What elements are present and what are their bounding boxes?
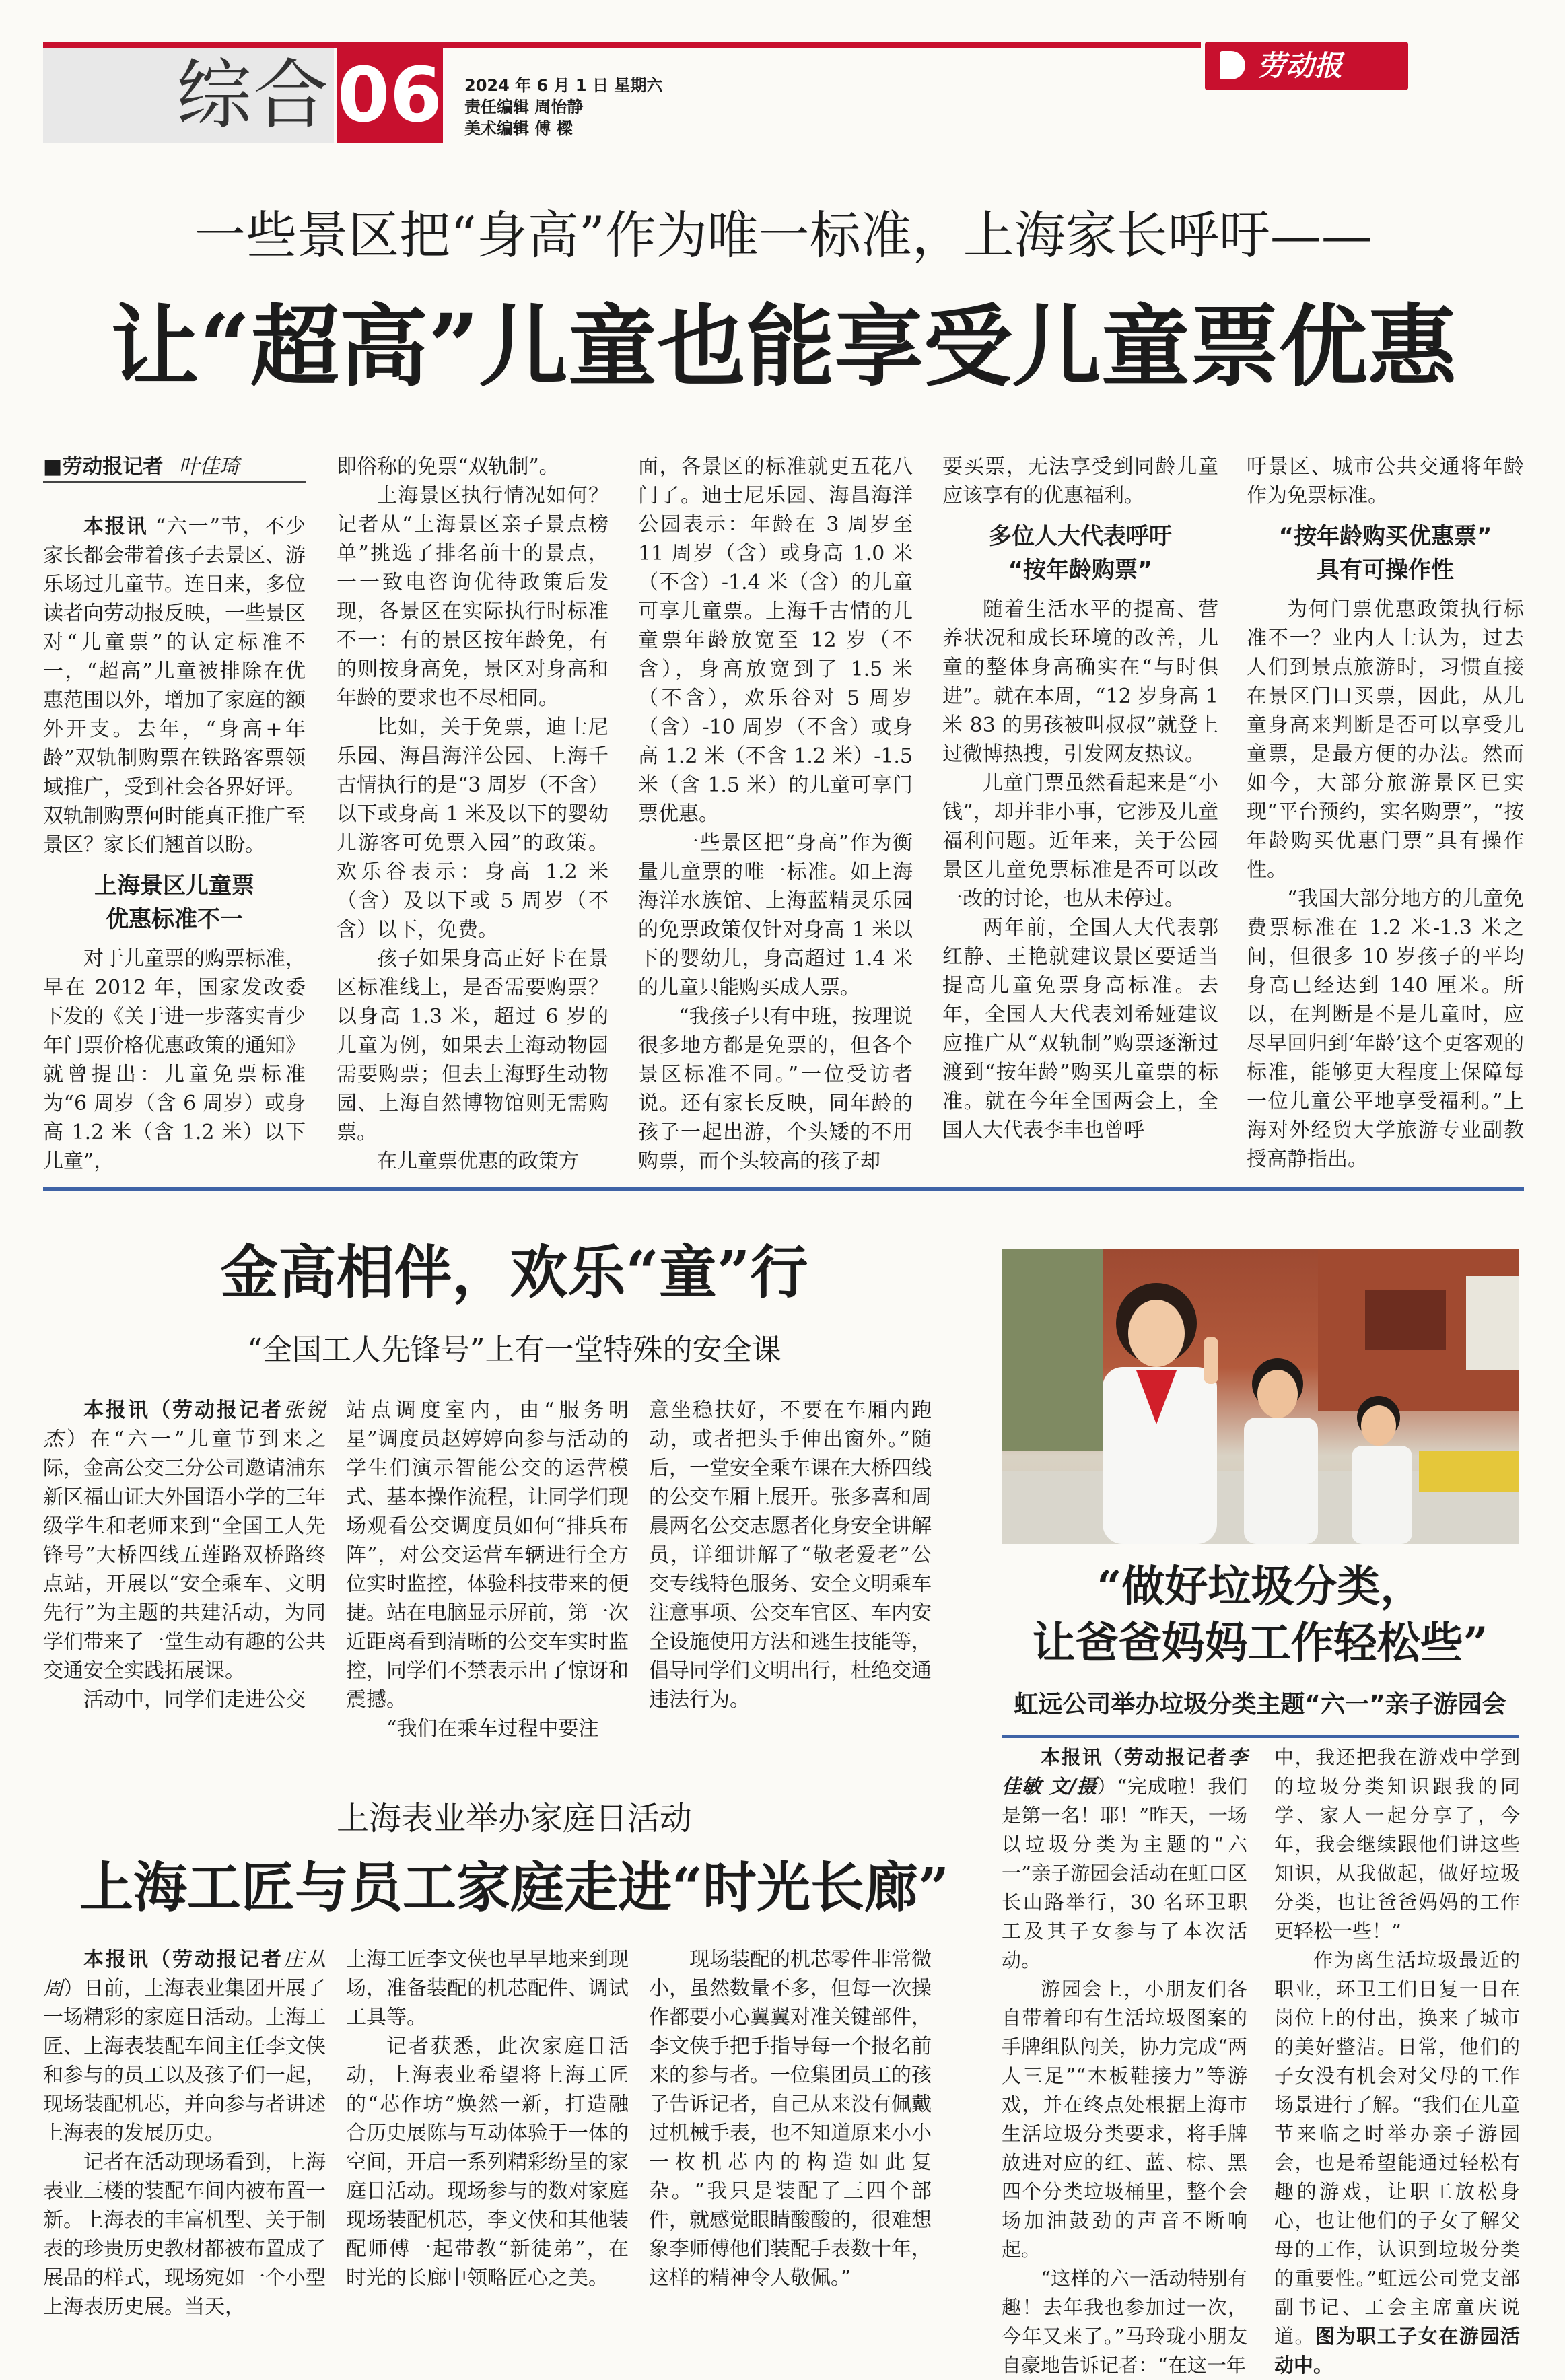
v-sign-hand — [1204, 1337, 1218, 1384]
lead-paragraph: 为何门票优惠政策执行标准不一？业内人士认为，过去人们到景点旅游时，习惯直接在景区门口买票，因此，从儿童身高来判断是否可以享受儿童票，是最方便的办法。然而如今，大部分旅游景区已实现“平台预约，实名购票”，“按年龄购买优惠门票”具有操作性。 — [1247, 598, 1524, 882]
lead-column-5 — [1247, 452, 1524, 1171]
lead-paragraph: 对于儿童票的购票标准，早在 2012 年，国家发改委下发的《关于进一步落实青少年门票价格优惠政策的通知》就曾提出：儿童免票标准为“6 周岁（含 6 周岁）或身高 1.2 米（含 1.2 米）以下儿童”， — [43, 947, 306, 1173]
story2-column-2: 站点调度室内，由“服务明星”调度员赵婷婷向参与活动的学生们演示智能公交的运营模式、基本操作流程，让同学们现场观看公交调度员如何“排兵布阵”，对公交运营车辆进行全方位实时监控，体验科技带来的便捷。站在电脑显示屏前，第一次近距离看到清晰的公交车实时监控，同学们不禁表示出了惊讶和震撼。 “我们在乘车过程中要注 — [346, 1399, 629, 1741]
lead-paragraph: 儿童门票虽然看起来是“小钱”，却并非小事，它涉及儿童福利问题。近年来，关于公园景区儿童免票标准是否可以改一改的讨论，也从未停过。 — [942, 771, 1218, 911]
window — [1365, 1290, 1446, 1350]
lead-subhead-1: 上海景区儿童票 优惠标准不一 — [94, 872, 254, 933]
balcony — [1466, 1276, 1519, 1370]
boy2-face — [1361, 1405, 1396, 1446]
lead-column-4 — [942, 452, 1218, 1159]
lead-paragraph: 两年前，全国人大代表郭红静、王艳就建议景区要适当提高儿童免票身高标准。去年，全国人大代表刘希娅建议应推广从“双轨制”购票逐渐过渡到“按年龄”购买儿童票的标准。就在今年全国两会上，全国人大代表李丰也曾呼 — [942, 916, 1218, 1142]
logo-mark-icon — [1220, 51, 1245, 79]
lead-subhead-3: “按年龄购买优惠票” 具有可操作性 — [1278, 523, 1492, 584]
photo-caption: 图为职工子女在游园活动中。 — [1274, 2325, 1520, 2377]
lead-paragraph: 面，各景区的标准就更五花八门了。迪士尼乐园、海昌海洋公园表示：年龄在 3 周岁至 11 周岁（含）或身高 1.0 米（不含）-1.4 米（含）的儿童可享儿童票。上海千古情的儿童票年龄放宽至 12 岁（不含），身高放宽到了 1.5 米（不含），欢乐谷对 5 周岁（含）-10 周岁（不含）或身高 1.2 米（不含 1.2 米）-1.5 米（含 1.5 米）的儿童可享门票优惠。 — [638, 455, 913, 826]
lead-paragraph: 即俗称的免票“双轨制”。 — [337, 455, 559, 479]
story2-column-3: 意坐稳扶好，不要在车厢内跑动，或者把头手伸出窗外。”随后，一堂安全乘车课在大桥四线的公交车厢上展开。张多喜和周晨两名公交志愿者化身安全讲解员，详细讲解了“敬老爱老”公交专线特色服务、安全文明乘车注意事项、公交车官区、车内安全设施使用方法和逃生技能等，倡导同学们文明出行，杜绝交通违法行为。 — [649, 1399, 932, 1712]
logo-text: 劳动报 — [1257, 49, 1343, 82]
lead-subhead-2: 多位人大代表呼吁 “按年龄购票” — [989, 523, 1172, 584]
lead-paragraph: 在儿童票优惠的政策方 — [377, 1150, 579, 1173]
lead-paragraph: “六一”节，不少家长都会带着孩子去景区、游乐场过儿童节。连日来，多位读者向劳动报反映，一些景区对“儿童票”的认定标准不一，“超高”儿童被排除在优惠范围以外，增加了家庭的额外开支。去年，“身高+年龄”双轨制购票在铁路客票领域推广，受到社会各界好评。双轨制购票何时能真正推广至景区？家长们翘首以盼。 — [43, 515, 306, 857]
story4-photo — [1002, 1249, 1519, 1544]
lead-paragraph: 吁景区、城市公共交通将年龄作为免票标准。 — [1247, 455, 1524, 508]
lead-paragraph: “我孩子只有中班，按理说很多地方都是免票的，但各个景区标准不同。”一位受访者说。还有家长反映，同年龄的孩子一起出游，个头矮的不用购票，而个头较高的孩子却 — [638, 1005, 913, 1173]
lead-byline-name: 叶佳琦 — [178, 455, 240, 479]
tree-foliage — [1002, 1249, 1103, 1451]
lead-column-1 — [43, 452, 306, 1173]
issue-date: 2024 年 6 月 1 日 星期六 — [464, 76, 663, 95]
story3-kicker: 上海表业举办家庭日活动 — [336, 1800, 692, 1838]
lead-column-3 — [638, 452, 913, 1173]
story3-headline: 上海工匠与员工家庭走进“时光长廊” — [79, 1856, 950, 1919]
lead-paragraph: 随着生活水平的提高、营养状况和成长环境的改善，儿童的整体身高确实在“与时俱进”。就在本周，“12 岁身高 1 米 83 的男孩被叫叔叔”就登上过微博热搜，引发网友热议。 — [942, 598, 1218, 766]
newspaper-logo — [1205, 42, 1408, 90]
lead-kicker: 一些景区把“身高”作为唯一标准，上海家长呼吁—— — [195, 205, 1372, 265]
lead-dateline: 本报讯 — [83, 515, 148, 538]
story4-column-2: 中，我还把我在游戏中学到的垃圾分类知识跟我的同学、家人一起分享了，今年，我会继续跟他们讲这些知识，从我做起，做好垃圾分类，也让爸爸妈妈的工作更轻松一些！” 作为离生活垃圾最近的职业，环卫工们日复一日在岗位上的付出，换来了城市的美好整洁。日常，他们的子女没有机会对父母的工作场景进行了解。“我们在儿童节来临之时举办亲子游园会，也是希望能通过轻松有趣的游戏，让职工放松身心，也让他们的子女了解父母的工作，认识到垃圾分类的重要性。”虹远公司党支部副书记、工会主席童庆说道。图为职工子女在游园活动中。 — [1274, 1746, 1520, 2377]
story2-column-1: 本报讯（劳动报记者张锐杰）在“六一”儿童节到来之际，金高公交三分公司邀请浦东新区福山证大外国语小学的三年级学生和老师来到“全国工人先锋号”大桥四线五莲路双桥路终点站，开展以“安全乘车、文明先行”为主题的共建活动，为同学们带来了一堂生动有趣的公共交通安全实践拓展课。 活动中，同学们走进公交 — [43, 1399, 326, 1712]
story3-column-2: 上海工匠李文侠也早早地来到现场，准备装配的机芯配件、调试工具等。 记者获悉，此次家庭日活动，上海表业希望将上海工匠的“芯作坊”焕然一新，打造融合历史展陈与互动体验于一体的空间，开启一系列精彩纷呈的家庭日活动。现场参与的数对家庭现场装配机芯，李文侠和其他装配师傅一起带教“新徒弟”，在时光的长廊中领略匠心之美。 — [346, 1948, 629, 2290]
boy-face — [1257, 1370, 1298, 1418]
lead-byline-label: ■劳动报记者 — [43, 455, 164, 479]
story4-column-1: 本报讯（劳动报记者李佳敏 文/摄）“完成啦！我们是第一名！耶！”昨天，一场以垃圾分类为主题的“六一”亲子游园会活动在虹口区长山路举行，30 名环卫职工及其子女参与了本次活动。 游园会上，小朋友们各自带着印有生活垃圾图案的手牌组队闯关，协力完成“两人三足”“木板鞋接力”等游戏，并在终点处根据上海市生活垃圾分类要求，将手牌放进对应的红、蓝、棕、黑四个分类垃圾桶里，整个会场加油鼓劲的声音不断响起。 “这样的六一活动特别有趣！去年我也参加过一次，今年又来了。”马玲珑小朋友自豪地告诉记者：“在这一年 — [1002, 1746, 1247, 2377]
page-number: 06 — [337, 48, 443, 143]
boy2-shirt — [1352, 1446, 1412, 1544]
story3-column-1: 本报讯（劳动报记者庄从周）日前，上海表业集团开展了一场精彩的家庭日活动。上海工匠、上海表装配车间主任李文侠和参与的员工以及孩子们一起，现场装配机芯，并向参与者讲述上海表的发展历史。 记者在活动现场看到，上海表业三楼的装配车间内被布置一新。上海表的丰富机型、关于制表的珍贵历史教材都被布置成了展品的样式，现场宛如一个小型上海表历史展。当天， — [43, 1948, 326, 2319]
lead-paragraph: “我国大部分地方的儿童免费票标准在 1.2 米-1.3 米之间，但很多 10 岁孩子的平均身高已经达到 140 厘米。所以，在判断是不是儿童时，应尽早回归到‘年龄’这个更客观的标准，能够更大程度上保障每一位儿童公平地享受福利。”上海对外经贸大学旅游专业副教授高静指出。 — [1247, 887, 1524, 1171]
editor-line: 责任编辑 周怡静 — [464, 98, 584, 116]
designer-line: 美术编辑 傅 樑 — [464, 119, 573, 138]
section-name: 综合 — [176, 52, 330, 139]
section-divider — [43, 1187, 1524, 1191]
story4-subhead: 虹远公司举办垃圾分类主题“六一”亲子游园会 — [1014, 1691, 1506, 1718]
boy-shirt — [1244, 1418, 1318, 1544]
lead-paragraph: 比如，关于免票，迪士尼乐园、海昌海洋公园、上海千古情执行的是“3 周岁（不含）以下或身高 1 米及以下的婴幼儿游客可免票入园”的政策。欢乐谷表示：身高 1.2 米（含）及以下或 5 周岁（不含）以下，免费。 — [337, 715, 608, 942]
story3-column-3: 现场装配的机芯零件非常微小，虽然数量不多，但每一次操作都要小心翼翼对准关键部件，李文侠手把手指导每一个报名前来的参与者。一位集团员工的孩子告诉记者，自己从来没有佩戴过机械手表，也不知道原来小小一枚机芯内的构造如此复杂。“我只是装配了三四个部件，就感觉眼睛酸酸的，很难想象李师傅他们装配手表数十年，这样的精神令人敬佩。” — [649, 1948, 932, 2290]
lead-headline: 让“超高”儿童也能享受儿童票优惠 — [110, 295, 1457, 399]
story2-subhead: “全国工人先锋号”上有一堂特殊的安全课 — [247, 1333, 781, 1367]
lead-paragraph: 要买票，无法享受到同龄儿童应该享有的优惠福利。 — [942, 455, 1218, 508]
top-red-rule — [43, 42, 1201, 48]
lead-paragraph: 上海景区执行情况如何？记者从“上海景区亲子景点榜单”挑选了排名前十的景点，一一致电咨询优待政策后发现，各景区在实际执行时标准不一：有的景区按年龄免，有的则按身高免，景区对身高和年龄的要求也不尽相同。 — [337, 484, 608, 710]
lead-paragraph: 一些景区把“身高”作为衡量儿童票的唯一标准。如上海海洋水族馆、上海蓝精灵乐园的免票政策仅针对身高 1 米以下的婴幼儿，身高超过 1.4 米的儿童只能购买成人票。 — [638, 831, 913, 1000]
story4-rule — [1002, 1735, 1519, 1738]
lead-paragraph: 孩子如果身高正好卡在景区标准线上，是否需要购票？以身高 1.3 米，超过 6 岁的儿童为例，如果去上海动物园需要购票；但去上海野生动物园、上海自然博物馆则无需购票。 — [337, 947, 608, 1144]
lead-column-2 — [337, 452, 608, 1173]
story4-headline: “做好垃圾分类， 让爸爸妈妈工作轻松些” — [1032, 1562, 1488, 1669]
girl-face — [1128, 1300, 1185, 1367]
banner — [1419, 1451, 1519, 1492]
story2-headline: 金高相伴，欢乐“童”行 — [220, 1238, 808, 1306]
